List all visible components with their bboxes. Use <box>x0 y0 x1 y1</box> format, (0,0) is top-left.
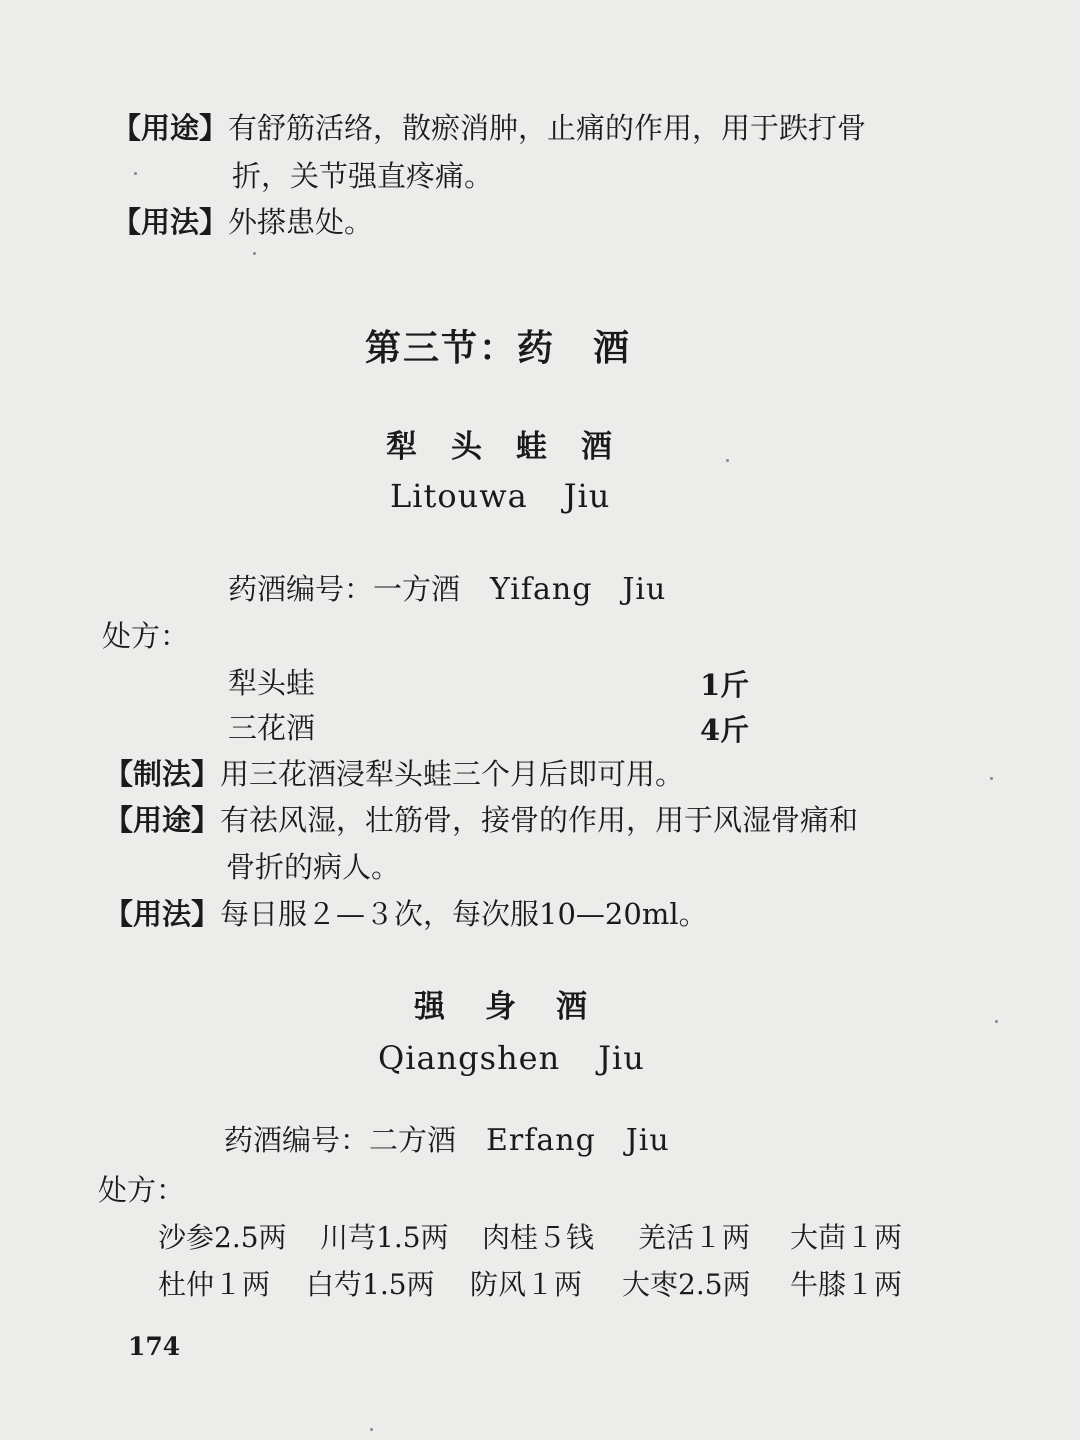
method-label: 【用法】 <box>112 205 229 239</box>
recipe2-prescription-label: 处方： <box>98 1173 186 1207</box>
page-number: 174 <box>128 1332 181 1361</box>
recipe2-pinyin <box>378 1039 645 1077</box>
recipe1-pinyin-a: Litouwa <box>390 477 528 515</box>
recipe2-pinyin-b: Jiu <box>598 1039 645 1077</box>
recipe1-usage-label: 【用途】 <box>104 803 221 837</box>
recipe1-ingredient-name: 三花酒 <box>228 711 316 745</box>
recipe1-pinyin <box>390 477 611 515</box>
recipe2-ingredient: 白芍1.5两 <box>306 1268 435 1301</box>
scan-speck <box>253 252 256 255</box>
recipe2-code <box>224 1123 670 1158</box>
usage-line-1 <box>112 111 867 145</box>
recipe1-code-label: 药酒编号：一方酒 <box>228 572 461 606</box>
recipe1-ingredient-amount: 4斤 <box>700 713 750 747</box>
section-heading: 第三节：药 酒 <box>365 327 632 369</box>
recipe2-code-pinyin-a: Erfang <box>486 1123 596 1158</box>
recipe1-usage-line-1 <box>104 803 859 837</box>
scan-speck <box>995 1020 998 1023</box>
recipe2-ingredient: 肉桂５钱 <box>482 1221 595 1254</box>
recipe1-pinyin-b: Jiu <box>563 477 611 515</box>
recipe1-prep-label: 【制法】 <box>104 757 221 791</box>
method-line <box>112 205 374 239</box>
recipe1-ingredient-name: 犁头蛙 <box>228 666 316 700</box>
recipe1-method-label: 【用法】 <box>104 897 221 931</box>
recipe1-code-pinyin-b: Jiu <box>622 572 667 607</box>
recipe1-prep-text: 用三花酒浸犁头蛙三个月后即可用。 <box>220 757 685 791</box>
recipe2-ingredient: 大茴１两 <box>790 1221 903 1254</box>
scan-speck <box>990 777 993 780</box>
recipe2-ingredient: 羌活１两 <box>638 1221 751 1254</box>
recipe2-code-pinyin-b: Jiu <box>625 1123 670 1158</box>
recipe1-usage-text-2: 骨折的病人。 <box>226 850 401 884</box>
recipe2-ingredient: 大枣2.5两 <box>622 1268 751 1301</box>
recipe1-method-text: 每日服２—３次，每次服10—20ml。 <box>220 897 708 931</box>
recipe2-pinyin-a: Qiangshen <box>378 1039 561 1077</box>
scan-speck <box>726 459 729 462</box>
recipe1-prescription-label: 处方： <box>102 619 190 653</box>
recipe2-ingredient: 川芎1.5两 <box>320 1221 449 1254</box>
recipe1-code-pinyin-a: Yifang <box>490 572 593 607</box>
recipe2-title: 强身酒 <box>414 989 627 1025</box>
scan-speck <box>134 172 137 175</box>
recipe2-code-label: 药酒编号：二方酒 <box>224 1123 457 1157</box>
usage-text-2: 折，关节强直疼痛。 <box>232 159 494 193</box>
recipe1-usage-text-1: 有祛风湿，壮筋骨，接骨的作用，用于风湿骨痛和 <box>220 803 859 837</box>
recipe1-prep-line <box>104 757 685 791</box>
recipe1-method-line <box>104 897 708 931</box>
recipe1-ingredient-amount: 1斤 <box>700 668 750 702</box>
recipe1-code <box>228 572 667 607</box>
usage-label: 【用途】 <box>112 111 229 145</box>
scan-speck <box>370 1428 373 1431</box>
recipe2-ingredient: 沙参2.5两 <box>158 1221 287 1254</box>
usage-text-1: 有舒筋活络，散瘀消肿，止痛的作用，用于跌打骨 <box>228 111 867 145</box>
recipe2-ingredient: 牛膝１两 <box>790 1268 903 1301</box>
recipe1-title: 犁头蛙酒 <box>386 429 646 465</box>
recipe2-ingredient: 防风１两 <box>470 1268 583 1301</box>
recipe2-ingredient: 杜仲１两 <box>158 1268 271 1301</box>
method-text: 外搽患处。 <box>228 205 374 239</box>
